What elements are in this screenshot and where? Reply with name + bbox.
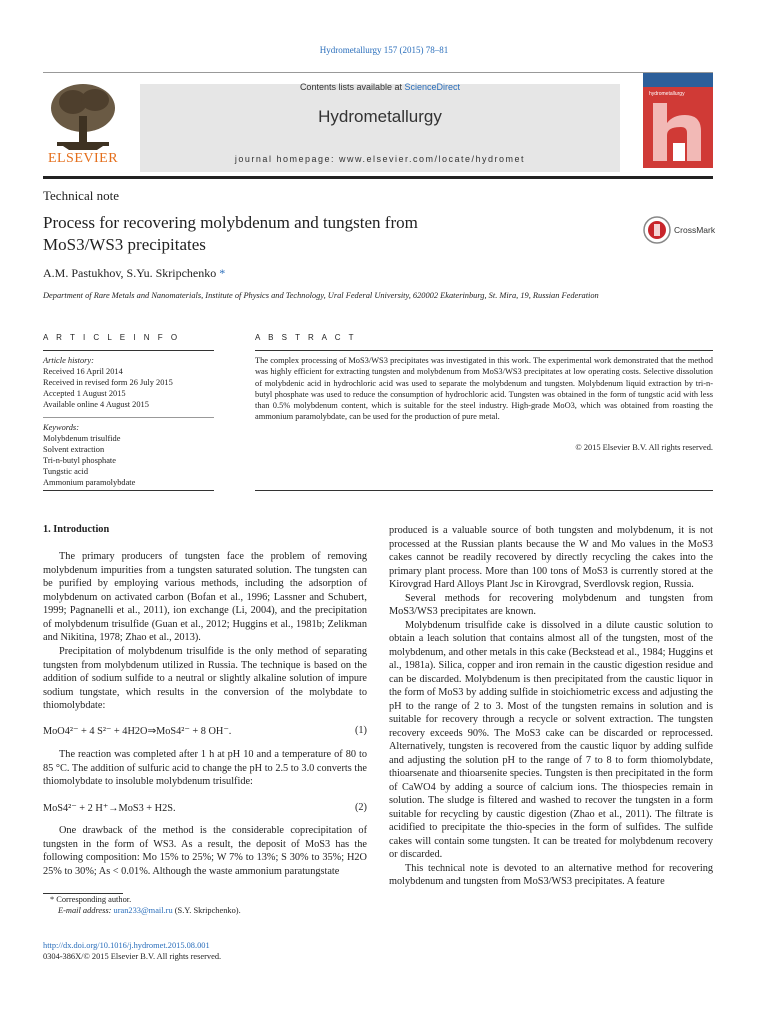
- paragraph: Molybdenum trisulfide cake is dissolved in a dilute caustic solution to obtain a leach solution that contains almost all of the tungsten, most of the molybdenum, and other metals in this cake (Beckstead et al., 1984; Huggins et al., 1981a). Silica, copper and iron remain in the caustic digestion residue and can be discarded. Molybdenum is then precipitated from the caustic liquor in the form of MoS3 by adding sulfide in stoichiometric excess and adjusting the pH to the range of 2 to 3. Most of the tungsten remains in solution and is suitable for recovery through a recycle or solvent extraction. The tungsten recovery exceeds 90%. The MoS3 cake can be discarded or reprocessed. Alternatively, tungsten is recovered from the caustic liquor by adding sulfide and adjusting the solution pH to the range of 7 to 8 to form thiomolybdate, thioarsenate and thioarsenite species. Tungsten is then precipitated in the form of CaWO4 by adding a source of calcium ions. The thiospecies remain in solution. The sludge is filtered and washed to recover the tungsten in a form suitable for recycling by caustic digestion (Zhao et al., 2011). The filtrate is acidified to precipitate the thio-species in the form of sulfides. The sulfide cakes will contain some tungsten. It can be treated for molybdenum recovery or discarded.: [389, 619, 713, 860]
- crossmark-badge[interactable]: [643, 216, 723, 246]
- paragraph: This technical note is devoted to an alternative method for recovering molybdenum and tungsten from MoS3/WS3 precipitates. A feature: [389, 862, 713, 887]
- crossmark-icon: [643, 216, 671, 244]
- article-title: [43, 212, 603, 256]
- keywords: [43, 422, 214, 488]
- intro-paragraph-4: [43, 824, 367, 878]
- authors-text: A.M. Pastukhov, S.Yu. Skripchenko: [43, 266, 217, 280]
- intro-paragraph-3: [43, 748, 367, 789]
- right-column-text: [389, 524, 713, 889]
- sciencedirect-link[interactable]: ScienceDirect: [404, 82, 461, 92]
- equation-1: MoO4²⁻ + 4 S²⁻ + 4H2O⇒MoS4²⁻ + 8 OH⁻.: [43, 726, 232, 737]
- homepage-url[interactable]: www.elsevier.com/locate/hydromet: [339, 154, 526, 164]
- contents-prefix: Contents lists available at: [299, 82, 402, 92]
- footer: [43, 940, 221, 962]
- publisher-name: ELSEVIER: [47, 151, 119, 166]
- article-history: [43, 355, 214, 410]
- intro-paragraph-1: [43, 550, 367, 645]
- abstract-copyright: © 2015 Elsevier B.V. All rights reserved.: [575, 443, 713, 452]
- section-heading-introduction: 1. Introduction: [43, 524, 110, 535]
- title-line-1: Process for recovering molybdenum and tungsten from: [43, 213, 418, 232]
- abstract-text: The complex processing of MoS3/WS3 precipitates was investigated in this work. The experimental work demonstrated that the method was highly efficient for extracting tungsten and molybdenum from MoS3/WS3 precipitates at low operating costs. Selective dissolution of molybdenic acid in hydrochloric acid was used to separate the molybdenum and tungsten. Molybdenum liquid extraction by tri-n-butyl phosphate was used to reduce the consumption of hydrochloric acid. Tungsten was obtained in the form of tungstic acid with less than 0.5% molybdenum content, which is suitable for the steel industry. High-grade MoO3, which was obtained from roasting the ammonium paramolybdate, can be used for the production of pure metal.: [255, 356, 713, 422]
- header-thick-rule: [43, 176, 713, 179]
- keyword: Tungstic acid: [43, 467, 89, 476]
- paragraph: The reaction was completed after 1 h at pH 10 and a temperature of 80 to 85 °C. The addition of sulfuric acid to change the pH to 2.5 to 3.0 converts the thiomolybdate to insoluble molybdenum trisulfide:: [43, 749, 367, 787]
- title-line-2: MoS3/WS3 precipitates: [43, 235, 206, 254]
- email-suffix: (S.Y. Skripchenko).: [174, 906, 241, 915]
- article-info-heading: A R T I C L E I N F O: [43, 333, 181, 342]
- keyword: Ammonium paramolybdate: [43, 478, 136, 487]
- paragraph: produced is a valuable source of both tungsten and molybdenum, it is not processed at the Russian plants because the W and Mo values in the MoS3 cakes cannot be readily recovered by directly recycling the cakes into the primary plant process. More than 100 tons of MoS3 is currently stored at the Kirovgrad Hard Alloys Plant Jsc in Kirovgrad, Sverdlovsk region, Russia.: [389, 525, 713, 590]
- affiliation: Department of Rare Metals and Nanomaterials, Institute of Physics and Technology, Ural Federal University, 620002 Ekaterinburg, St. Mira, 19, Russian Federation: [43, 291, 599, 300]
- header-rule: [43, 72, 713, 73]
- footnote-mark: *: [50, 895, 55, 904]
- equation-1-number: (1): [354, 725, 367, 736]
- homepage-prefix: journal homepage:: [234, 154, 335, 164]
- author-list: [43, 266, 225, 281]
- author-footnote-mark[interactable]: *: [219, 266, 226, 280]
- email-line: [50, 905, 370, 916]
- equation-2: MoS4²⁻ + 2 H⁺→MoS3 + H2S.: [43, 803, 176, 814]
- footnote: [50, 894, 370, 916]
- history-item: Received in revised form 26 July 2015: [43, 378, 173, 387]
- keyword: Molybdenum trisulfide: [43, 434, 121, 443]
- keywords-label: Keywords:: [43, 423, 79, 432]
- email-label: E-mail address:: [58, 906, 112, 915]
- intro-paragraph-2: [43, 645, 367, 713]
- corresponding-author-note: [50, 894, 370, 905]
- corresponding-author-text: Corresponding author.: [56, 895, 132, 904]
- keyword: Solvent extraction: [43, 445, 105, 454]
- history-label: Article history:: [43, 356, 94, 365]
- abstract-rule: [255, 350, 713, 351]
- article-info-rule: [43, 350, 214, 351]
- svg-text:hydrometallurgy: hydrometallurgy: [649, 91, 685, 97]
- journal-homepage: [140, 154, 620, 164]
- abstract-bottom-rule: [255, 490, 713, 491]
- journal-citation[interactable]: Hydrometallurgy 157 (2015) 78–81: [319, 45, 449, 55]
- paragraph: Several methods for recovering molybdenum and tungsten from MoS3/WS3 precipitates are known.: [389, 592, 713, 617]
- email-link[interactable]: uran233@mail.ru: [113, 906, 173, 915]
- journal-cover-image: [643, 73, 713, 168]
- abstract-heading: A B S T R A C T: [255, 333, 357, 342]
- journal-title: Hydrometallurgy: [318, 107, 442, 126]
- article-info-bottom-rule: [43, 490, 214, 491]
- doi-link[interactable]: http://dx.doi.org/10.1016/j.hydromet.2015.08.001: [43, 941, 210, 950]
- article-type: Technical note: [43, 188, 119, 203]
- paragraph: Precipitation of molybdenum trisulfide is the only method of separating tungsten from molybdenum utilized in Russia. The technique is based on the addition of sodium sulfide to a neutral or slightly alkaline solution of impure sodium tungstate, which results in the conversion of the molybdate to thiomolybdate:: [43, 646, 367, 711]
- keyword: Tri-n-butyl phosphate: [43, 456, 116, 465]
- paragraph: One drawback of the method is the considerable coprecipitation of tungsten in the form of WS3. As a result, the deposit of MoS3 has the following composition: Mo 15% to 25%; W 7% to 13%; S 30% to 35%; H2O 25% to 30%; As < 0.01%. Although the waste ammonium paratungstate: [43, 825, 367, 877]
- equation-2-number: (2): [354, 802, 367, 813]
- history-item: Accepted 1 August 2015: [43, 389, 126, 398]
- crossmark-label: CrossMark: [674, 225, 716, 235]
- history-item: Received 16 April 2014: [43, 367, 123, 376]
- paragraph: The primary producers of tungsten face the problem of removing molybdenum impurities from a tungsten saturated solution. The tungsten can be purified by employing various methods, including the adsorption of molybdenum on activated carbon (Bofan et al., 1996; Lassner and Schubert, 1999; Pagnanelli et al., 2011), ion exchange (Li, 2004), and the precipitation of molybdenum trisulfide (Guan et al., 2012; Huggins et al., 1981b; Zelikman and Nikitina, 1978; Zhao et al., 2013).: [43, 551, 367, 643]
- article-info-divider: [43, 417, 214, 418]
- issn-copyright: 0304-386X/© 2015 Elsevier B.V. All rights reserved.: [43, 952, 222, 961]
- contents-line: [140, 82, 620, 92]
- history-item: Available online 4 August 2015: [43, 400, 149, 409]
